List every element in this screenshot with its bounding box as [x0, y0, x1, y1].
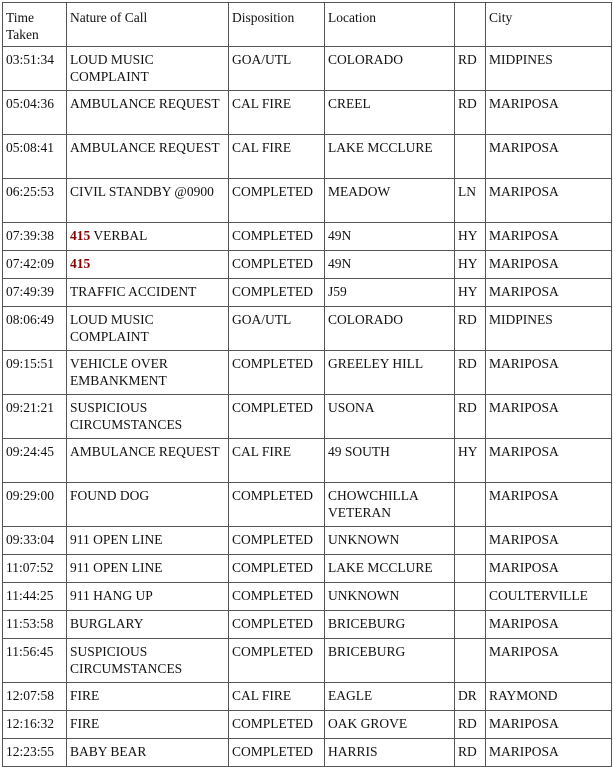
- cell-city: MARIPOSA: [486, 91, 612, 135]
- cell-city: MIDPINES: [486, 47, 612, 91]
- cell-city: MARIPOSA: [486, 439, 612, 483]
- call-code: 415: [70, 256, 91, 271]
- table-row: [3, 739, 612, 767]
- cell-suffix: HY: [455, 279, 486, 307]
- cell-nature: 911 OPEN LINE: [67, 527, 229, 555]
- cell-nature: FIRE: [67, 683, 229, 711]
- cell-disposition: COMPLETED: [229, 279, 325, 307]
- table-row: [3, 483, 612, 527]
- cell-time: 07:49:39: [3, 279, 67, 307]
- cell-city: MARIPOSA: [486, 351, 612, 395]
- cell-nature: LOUD MUSIC COMPLAINT: [67, 307, 229, 351]
- cell-suffix: RD: [455, 739, 486, 767]
- cell-city: MARIPOSA: [486, 555, 612, 583]
- cell-location: BRICEBURG: [325, 639, 455, 683]
- cell-time: 09:21:21: [3, 395, 67, 439]
- table-row: [3, 307, 612, 351]
- cell-time: 11:44:25: [3, 583, 67, 611]
- cell-nature: AMBULANCE REQUEST: [67, 439, 229, 483]
- cell-nature: TRAFFIC ACCIDENT: [67, 279, 229, 307]
- cell-nature: [67, 251, 229, 279]
- cell-location: 49N: [325, 223, 455, 251]
- cell-location: LAKE MCCLURE: [325, 555, 455, 583]
- cell-city: COULTERVILLE: [486, 583, 612, 611]
- cell-nature: 911 OPEN LINE: [67, 555, 229, 583]
- cell-nature: SUSPICIOUS CIRCUMSTANCES: [67, 395, 229, 439]
- table-row: [3, 223, 612, 251]
- cell-location: BRICEBURG: [325, 611, 455, 639]
- cell-suffix: RD: [455, 395, 486, 439]
- cell-disposition: COMPLETED: [229, 739, 325, 767]
- cell-disposition: CAL FIRE: [229, 439, 325, 483]
- table-row: [3, 683, 612, 711]
- cell-disposition: COMPLETED: [229, 527, 325, 555]
- cell-disposition: GOA/UTL: [229, 47, 325, 91]
- cell-disposition: COMPLETED: [229, 351, 325, 395]
- cell-city: MARIPOSA: [486, 223, 612, 251]
- cell-time: 03:51:34: [3, 47, 67, 91]
- cell-time: 07:42:09: [3, 251, 67, 279]
- cell-suffix: [455, 583, 486, 611]
- cell-disposition: CAL FIRE: [229, 91, 325, 135]
- cell-time: 09:33:04: [3, 527, 67, 555]
- cell-suffix: RD: [455, 91, 486, 135]
- cell-disposition: COMPLETED: [229, 179, 325, 223]
- cell-location: GREELEY HILL: [325, 351, 455, 395]
- cell-time: 12:07:58: [3, 683, 67, 711]
- table-row: [3, 395, 612, 439]
- header-city: City: [486, 3, 612, 47]
- cell-time: 11:56:45: [3, 639, 67, 683]
- cell-suffix: [455, 527, 486, 555]
- cell-nature: [67, 223, 229, 251]
- table-row: [3, 439, 612, 483]
- cell-city: MARIPOSA: [486, 279, 612, 307]
- cell-location: HARRIS: [325, 739, 455, 767]
- table-row: [3, 351, 612, 395]
- cell-time: 07:39:38: [3, 223, 67, 251]
- cell-city: MARIPOSA: [486, 739, 612, 767]
- cell-disposition: COMPLETED: [229, 711, 325, 739]
- cell-city: MIDPINES: [486, 307, 612, 351]
- cell-city: MARIPOSA: [486, 711, 612, 739]
- cell-location: UNKNOWN: [325, 527, 455, 555]
- table-row: [3, 279, 612, 307]
- cell-disposition: COMPLETED: [229, 583, 325, 611]
- cell-time: 05:08:41: [3, 135, 67, 179]
- cell-city: MARIPOSA: [486, 639, 612, 683]
- cell-suffix: HY: [455, 439, 486, 483]
- cell-suffix: HY: [455, 251, 486, 279]
- cell-location: 49N: [325, 251, 455, 279]
- cell-disposition: CAL FIRE: [229, 683, 325, 711]
- cell-suffix: [455, 483, 486, 527]
- cell-nature: 911 HANG UP: [67, 583, 229, 611]
- cell-location: MEADOW: [325, 179, 455, 223]
- cell-location: LAKE MCCLURE: [325, 135, 455, 179]
- cell-disposition: COMPLETED: [229, 223, 325, 251]
- cell-suffix: HY: [455, 223, 486, 251]
- cell-city: MARIPOSA: [486, 135, 612, 179]
- table-row: [3, 179, 612, 223]
- header-time: Time Taken: [3, 3, 67, 47]
- cell-city: MARIPOSA: [486, 179, 612, 223]
- header-nature: Nature of Call: [67, 3, 229, 47]
- table-row: [3, 639, 612, 683]
- cell-location: USONA: [325, 395, 455, 439]
- table-row: [3, 135, 612, 179]
- cell-location: COLORADO: [325, 307, 455, 351]
- cell-suffix: DR: [455, 683, 486, 711]
- header-row: [3, 3, 612, 47]
- cell-time: 06:25:53: [3, 179, 67, 223]
- cell-nature: FOUND DOG: [67, 483, 229, 527]
- cell-time: 09:24:45: [3, 439, 67, 483]
- cell-disposition: COMPLETED: [229, 395, 325, 439]
- cell-city: MARIPOSA: [486, 527, 612, 555]
- cell-location: EAGLE: [325, 683, 455, 711]
- cell-time: 11:53:58: [3, 611, 67, 639]
- cell-disposition: GOA/UTL: [229, 307, 325, 351]
- cell-suffix: RD: [455, 307, 486, 351]
- cell-suffix: [455, 639, 486, 683]
- cell-time: 12:23:55: [3, 739, 67, 767]
- cell-nature: VEHICLE OVER EMBANKMENT: [67, 351, 229, 395]
- cell-location: OAK GROVE: [325, 711, 455, 739]
- cell-location: J59: [325, 279, 455, 307]
- table-row: [3, 251, 612, 279]
- cell-nature: SUSPICIOUS CIRCUMSTANCES: [67, 639, 229, 683]
- cell-city: MARIPOSA: [486, 251, 612, 279]
- cell-location: 49 SOUTH: [325, 439, 455, 483]
- call-log-table: [2, 2, 612, 767]
- table-row: [3, 527, 612, 555]
- call-nature-text: VERBAL: [93, 228, 148, 243]
- cell-time: 09:29:00: [3, 483, 67, 527]
- cell-nature: BURGLARY: [67, 611, 229, 639]
- cell-nature: CIVIL STANDBY @0900: [67, 179, 229, 223]
- call-code: 415: [70, 228, 91, 243]
- cell-time: 11:07:52: [3, 555, 67, 583]
- cell-suffix: LN: [455, 179, 486, 223]
- cell-city: MARIPOSA: [486, 483, 612, 527]
- table-row: [3, 555, 612, 583]
- table-row: [3, 711, 612, 739]
- cell-city: MARIPOSA: [486, 611, 612, 639]
- cell-time: 12:16:32: [3, 711, 67, 739]
- cell-time: 05:04:36: [3, 91, 67, 135]
- cell-nature: BABY BEAR: [67, 739, 229, 767]
- cell-location: CREEL: [325, 91, 455, 135]
- cell-suffix: [455, 135, 486, 179]
- cell-nature: AMBULANCE REQUEST: [67, 91, 229, 135]
- cell-location: UNKNOWN: [325, 583, 455, 611]
- table-row: [3, 611, 612, 639]
- cell-disposition: COMPLETED: [229, 483, 325, 527]
- cell-suffix: RD: [455, 351, 486, 395]
- cell-nature: LOUD MUSIC COMPLAINT: [67, 47, 229, 91]
- cell-disposition: COMPLETED: [229, 251, 325, 279]
- cell-disposition: COMPLETED: [229, 639, 325, 683]
- cell-location: CHOWCHILLA VETERAN: [325, 483, 455, 527]
- cell-location: COLORADO: [325, 47, 455, 91]
- table-row: [3, 583, 612, 611]
- cell-time: 08:06:49: [3, 307, 67, 351]
- cell-disposition: CAL FIRE: [229, 135, 325, 179]
- table-row: [3, 91, 612, 135]
- cell-suffix: RD: [455, 47, 486, 91]
- cell-suffix: RD: [455, 711, 486, 739]
- cell-city: RAYMOND: [486, 683, 612, 711]
- cell-city: MARIPOSA: [486, 395, 612, 439]
- header-location: Location: [325, 3, 455, 47]
- cell-suffix: [455, 555, 486, 583]
- header-disposition: Disposition: [229, 3, 325, 47]
- cell-nature: FIRE: [67, 711, 229, 739]
- header-suffix: [455, 3, 486, 47]
- cell-time: 09:15:51: [3, 351, 67, 395]
- cell-disposition: COMPLETED: [229, 555, 325, 583]
- cell-disposition: COMPLETED: [229, 611, 325, 639]
- table-row: [3, 47, 612, 91]
- cell-nature: AMBULANCE REQUEST: [67, 135, 229, 179]
- cell-suffix: [455, 611, 486, 639]
